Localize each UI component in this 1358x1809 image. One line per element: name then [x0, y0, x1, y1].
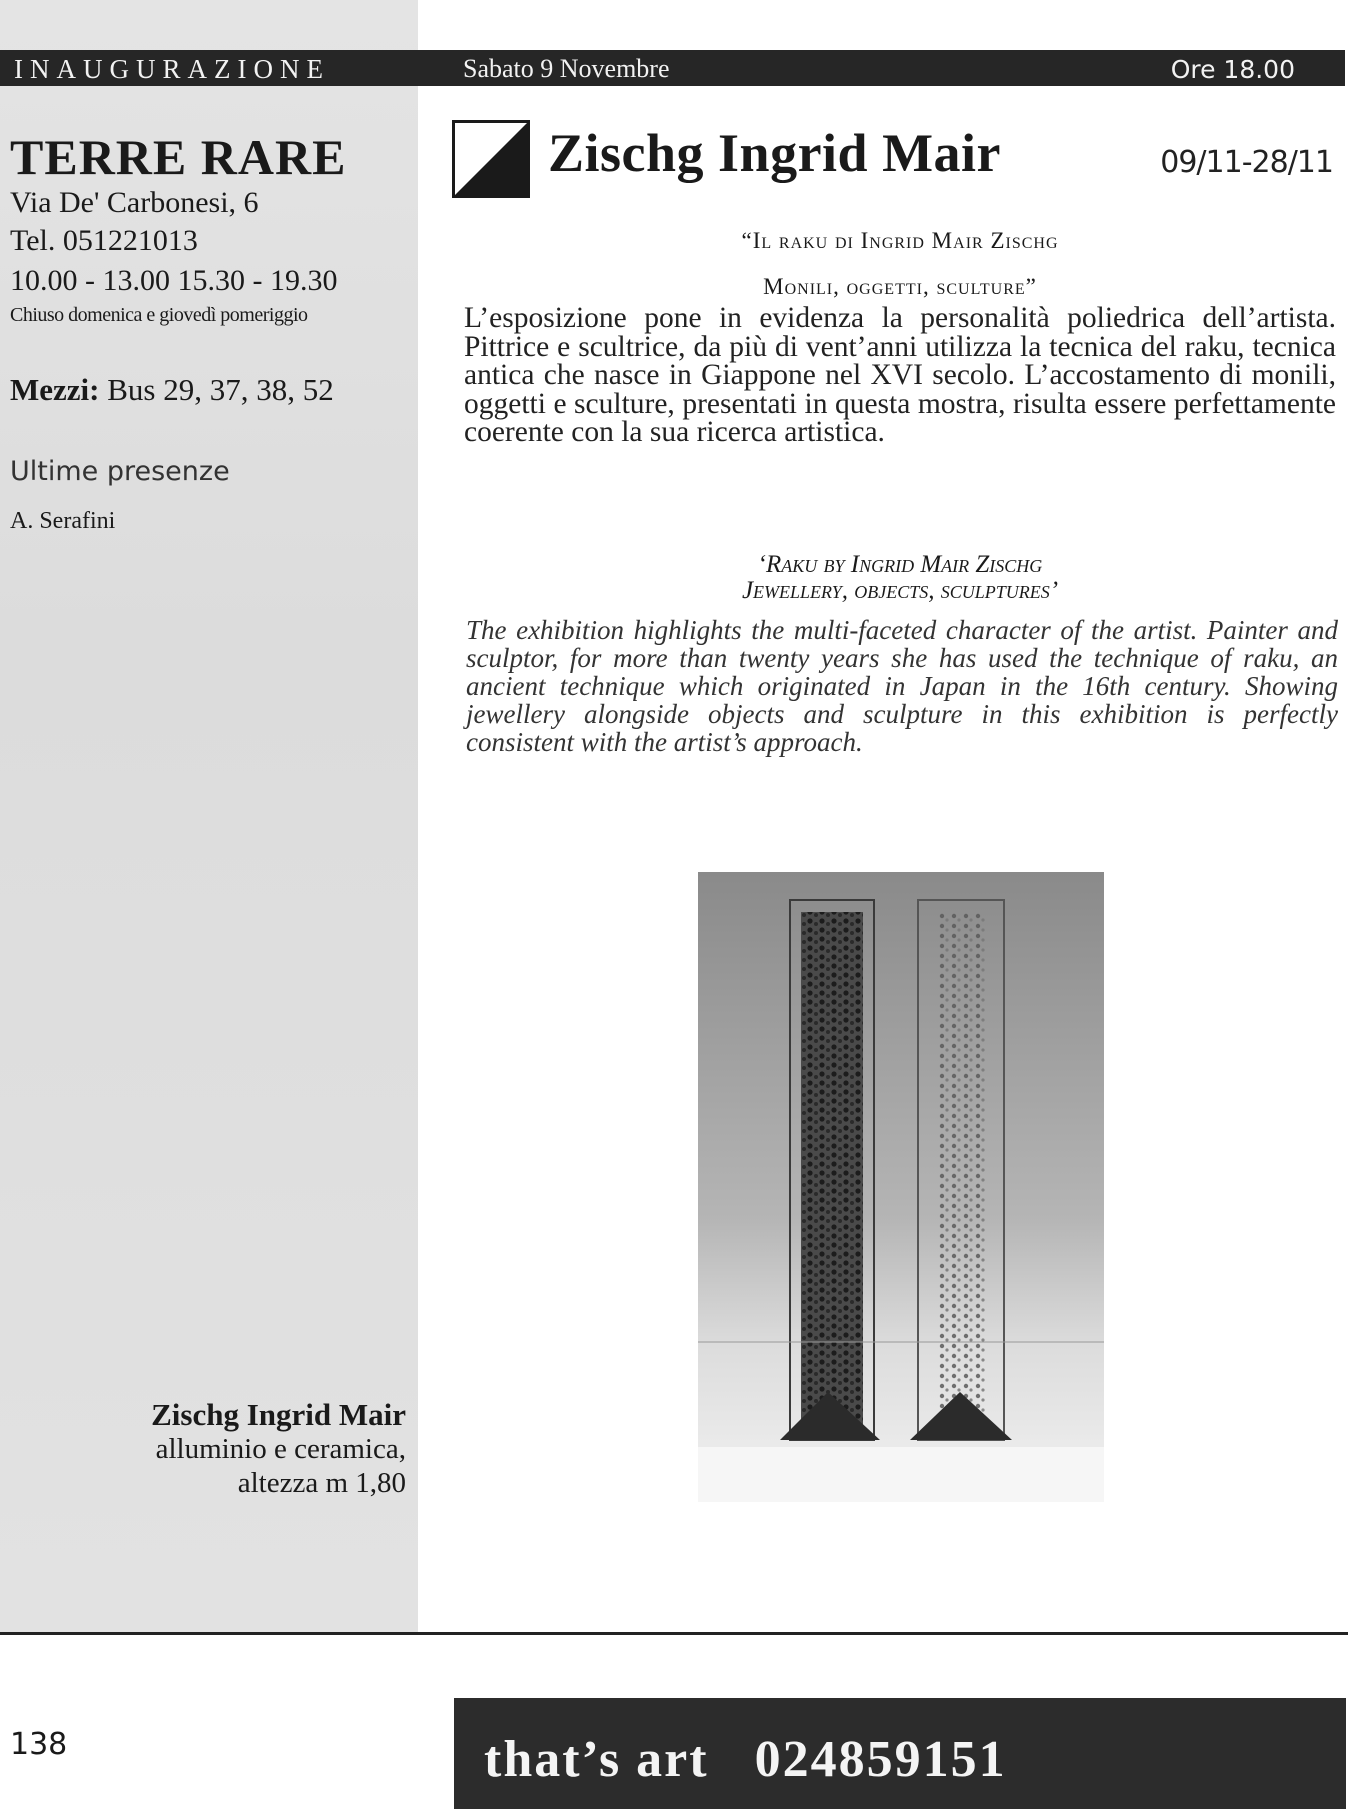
inauguration-label: INAUGURAZIONE	[14, 54, 330, 84]
venue-phone: Tel. 051221013	[10, 224, 198, 257]
last-exhibitions-label: Ultime presenze	[10, 456, 230, 487]
inauguration-bar	[0, 50, 1345, 86]
last-exhibition-artist: A. Serafini	[10, 508, 116, 534]
italian-title-line-2: Monili, oggetti, sculture”	[763, 274, 1037, 299]
venue-name: TERRE RARE	[10, 129, 347, 185]
exhibition-dates: 09/11-28/11	[1160, 145, 1333, 180]
page-number: 138	[10, 1727, 68, 1762]
caption-height: altezza m 1,80	[237, 1467, 406, 1499]
english-title-line-1: ‘Raku by Ingrid Mair Zischg	[757, 551, 1043, 578]
inauguration-date: Sabato 9 Novembre	[463, 54, 670, 83]
photo-caption	[151, 1398, 406, 1500]
advert-text	[484, 1730, 1007, 1789]
transport-info	[10, 372, 334, 408]
venue-address: Via De' Carbonesi, 6	[10, 186, 259, 219]
venue-closed-days: Chiuso domenica e giovedì pomeriggio	[10, 304, 308, 326]
sculpture-illustration	[698, 872, 1104, 1502]
inauguration-time: Ore 18.00	[1170, 55, 1295, 84]
sculpture-photo	[698, 872, 1104, 1502]
advert-banner	[454, 1698, 1346, 1809]
transport-lines: Bus 29, 37, 38, 52	[99, 372, 334, 407]
advert-brand: that’s art	[484, 1731, 709, 1788]
venue-hours: 10.00 - 13.00 15.30 - 19.30	[10, 264, 338, 297]
footer-divider	[0, 1632, 1348, 1635]
italian-description: L’esposizione pone in evidenza la personalità poliedrica dell’artista. Pittrice e scultrice, da più di vent’anni utilizza la tecnica del raku, tecnica antica che nasce in Giappone nel XVI secolo. L’accostamento di monili, oggetti e sculture, presentati in questa mostra, risulta essere perfettamente coerente con la sua ricerca artistica.	[464, 302, 1336, 448]
italian-title-line-1: “Il raku di Ingrid Mair Zischg	[741, 228, 1059, 253]
transport-label: Mezzi:	[10, 372, 100, 407]
caption-material: alluminio e ceramica,	[155, 1433, 406, 1465]
english-title-line-2: Jewellery, objects, sculptures’	[741, 577, 1059, 604]
gallery-logo-icon	[452, 120, 530, 198]
caption-artist: Zischg Ingrid Mair	[151, 1397, 406, 1432]
advert-phone: 024859151	[754, 1731, 1007, 1788]
english-description: The exhibition highlights the multi-faceted character of the artist. Painter and sculptor, for more than twenty years she has used the technique of raku, an ancient technique which originated in Japan in the 16th century. Showing jewellery alongside objects and sculpture in this exhibition is perfectly consistent with the artist’s approach.	[466, 615, 1338, 757]
exhibition-artist-title: Zischg Ingrid Mair	[548, 123, 1002, 183]
